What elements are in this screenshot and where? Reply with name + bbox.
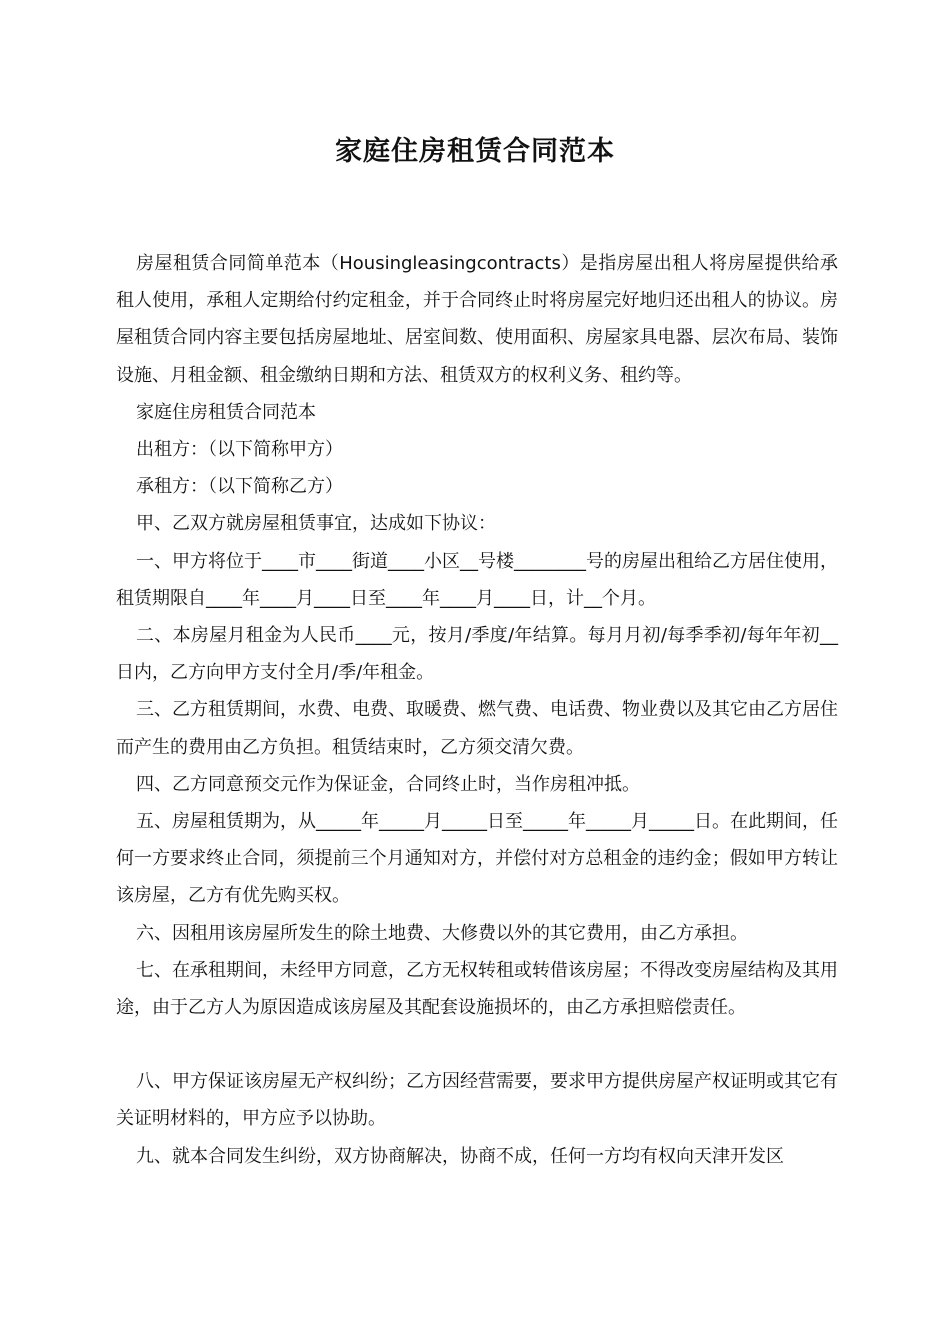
clause-8: 八、甲方保证该房屋无产权纠纷；乙方因经营需要，要求甲方提供房屋产权证明或其它有关证明材料的，甲方应予以协助。 xyxy=(116,1071,838,1130)
intro-paragraph: 房屋租赁合同简单范本（Housingleasingcontracts）是指房屋出租人将房屋提供给承租人使用，承租人定期给付约定租金，并于合同终止时将房屋完好地归还出租人的协议。房屋租赁合同内容主要包括房屋地址、居室间数、使用面积、房屋家具电器、层次布局、装饰设施、月租金额、租金缴纳日期和方法、租赁双方的权利义务、租约等。 xyxy=(116,253,838,386)
contract-heading: 家庭住房租赁合同范本 xyxy=(136,401,316,423)
document-body xyxy=(116,245,838,1175)
document-title: 家庭住房租赁合同范本 xyxy=(335,136,615,167)
clause-3: 三、乙方租赁期间，水费、电费、取暖费、燃气费、电话费、物业费以及其它由乙方居住而产生的费用由乙方负担。租赁结束时，乙方须交清欠费。 xyxy=(116,699,838,758)
clause-4: 四、乙方同意预交元作为保证金，合同终止时，当作房租冲抵。 xyxy=(136,773,640,795)
clause-9: 九、就本合同发生纠纷，双方协商解决，协商不成，任何一方均有权向天津开发区 xyxy=(136,1145,784,1167)
clause-6: 六、因租用该房屋所发生的除土地费、大修费以外的其它费用，由乙方承担。 xyxy=(136,922,748,944)
clause-7: 七、在承租期间，未经甲方同意，乙方无权转租或转借该房屋；不得改变房屋结构及其用途，由于乙方人为原因造成该房屋及其配套设施损坏的，由乙方承担赔偿责任。 xyxy=(116,959,838,1019)
clause-1: 一、甲方将位于____市____街道____小区__号楼________号的房屋出租给乙方居住使用，租赁期限自____年____月____日至____年____月____日，计__个月。 xyxy=(116,550,838,609)
agreement-intro: 甲、乙双方就房屋租赁事宜，达成如下协议： xyxy=(136,513,496,535)
lessor-line: 出租方：（以下简称甲方） xyxy=(136,439,343,461)
clause-5: 五、房屋租赁期为，从_____年_____月_____日至_____年_____月_____日。在此期间，任何一方要求终止合同，须提前三个月通知对方，并偿付对方总租金的违约金；假如甲方转让该房屋，乙方有优先购买权。 xyxy=(116,811,838,907)
lessee-line: 承租方：（以下简称乙方） xyxy=(136,476,343,498)
clause-2: 二、本房屋月租金为人民币____元，按月/季度/年结算。每月月初/每季季初/每年年初__日内，乙方向甲方支付全月/季/年租金。 xyxy=(116,625,838,684)
